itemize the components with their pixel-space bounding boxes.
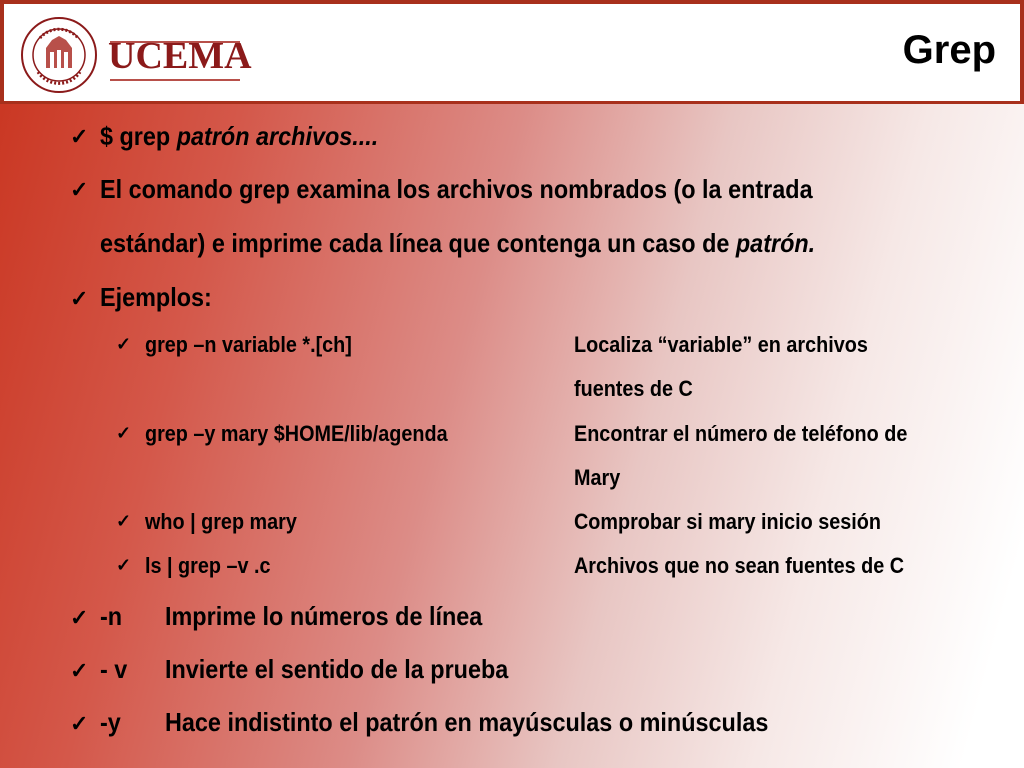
example-description-cont: Mary (574, 465, 621, 490)
checkmark-icon: ✓ (70, 124, 89, 149)
option-description: Imprime lo números de línea (165, 601, 483, 631)
option-flag: -n (100, 601, 123, 631)
example-description: Archivos que no sean fuentes de C (574, 553, 905, 578)
example-description: Encontrar el número de teléfono de (574, 421, 908, 446)
bullet-syntax (100, 121, 378, 152)
example-command: grep –y mary $HOME/lib/agenda (145, 421, 448, 446)
option-flag: - v (100, 654, 128, 684)
checkmark-icon: ✓ (116, 334, 132, 354)
bullet-description-italic: patrón. (735, 228, 816, 258)
bullet-examples-heading: Ejemplos: (100, 282, 212, 312)
checkmark-icon: ✓ (70, 658, 89, 683)
checkmark-icon: ✓ (116, 511, 132, 531)
bullet-description-line2 (100, 228, 815, 259)
example-description-cont: fuentes de C (574, 376, 693, 401)
checkmark-icon: ✓ (70, 711, 89, 736)
bullet-syntax-text: $ grep (100, 121, 177, 151)
example-description: Comprobar si mary inicio sesión (574, 509, 881, 534)
checkmark-icon: ✓ (116, 423, 132, 443)
option-flag: -y (100, 707, 121, 737)
example-command: who | grep mary (145, 509, 297, 534)
bullet-syntax-italic: patrón archivos.... (176, 121, 379, 151)
bullet-description-text: estándar) e imprime cada línea que contenga un caso de (100, 228, 736, 258)
bullet-description-line1: El comando grep examina los archivos nombrados (o la entrada (100, 174, 813, 204)
example-command: grep –n variable *.[ch] (145, 332, 352, 357)
checkmark-icon: ✓ (116, 555, 132, 575)
example-command: ls | grep –v .c (145, 553, 271, 578)
checkmark-icon: ✓ (70, 286, 89, 311)
option-description: Invierte el sentido de la prueba (165, 654, 509, 684)
slide-title: Grep (902, 28, 996, 72)
checkmark-icon: ✓ (70, 605, 89, 630)
option-description: Hace indistinto el patrón en mayúsculas o minúsculas (165, 707, 769, 737)
checkmark-icon: ✓ (70, 177, 89, 202)
logo-wordmark: UCEMA (108, 35, 252, 77)
example-description: Localiza “variable” en archivos (574, 332, 868, 357)
